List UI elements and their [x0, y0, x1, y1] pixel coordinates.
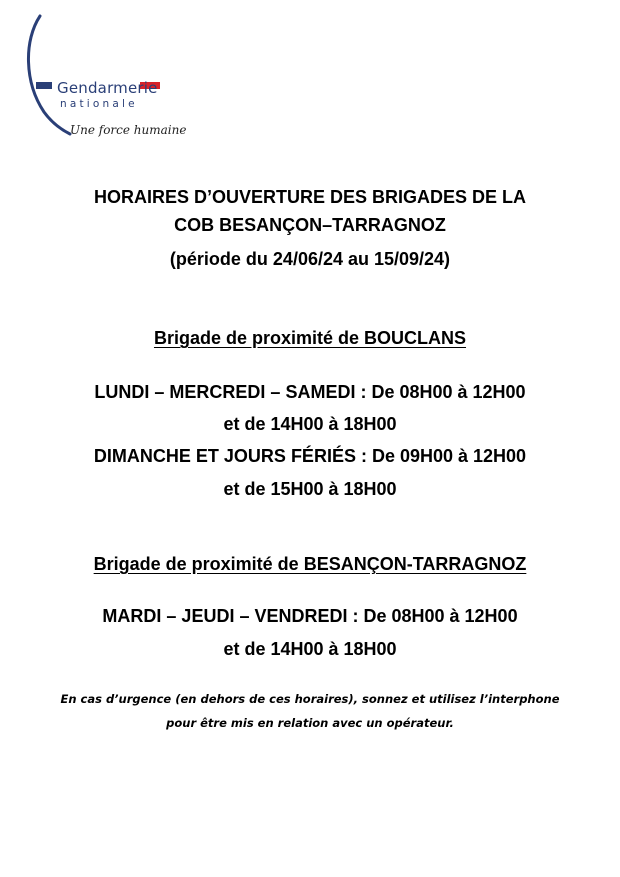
logo-tagline: Une force humaine [70, 123, 187, 137]
logo-subtitle: nationale [60, 98, 138, 110]
brigade-heading-besancon: Brigade de proximité de BESANÇON-TARRAGNOZ [93, 554, 527, 574]
emergency-note-line-1: En cas d’urgence (en dehors de ces horaires), sonnez et utilisez l’interphone [60, 692, 560, 706]
schedule-line: et de 14H00 à 18H00 [223, 414, 397, 434]
gendarmerie-logo [22, 12, 187, 142]
schedule-line: et de 15H00 à 18H00 [223, 479, 397, 499]
schedule-line: MARDI – JEUDI – VENDREDI : De 08H00 à 12H00 [102, 606, 518, 626]
schedule-line: LUNDI – MERCREDI – SAMEDI : De 08H00 à 12H00 [94, 382, 526, 402]
title-line-2: COB BESANÇON–TARRAGNOZ [174, 215, 446, 235]
title-line-1: HORAIRES D’OUVERTURE DES BRIGADES DE LA [93, 187, 527, 207]
period-text: (période du 24/06/24 au 15/09/24) [169, 249, 451, 269]
logo-name: Gendarmerie [57, 79, 158, 97]
emergency-note-line-2: pour être mis en relation avec un opérateur. [166, 716, 454, 730]
schedule-line: DIMANCHE ET JOURS FÉRIÉS : De 09H00 à 12H00 [93, 446, 527, 466]
schedule-line: et de 14H00 à 18H00 [223, 639, 397, 659]
brigade-heading-bouclans: Brigade de proximité de BOUCLANS [153, 328, 467, 348]
